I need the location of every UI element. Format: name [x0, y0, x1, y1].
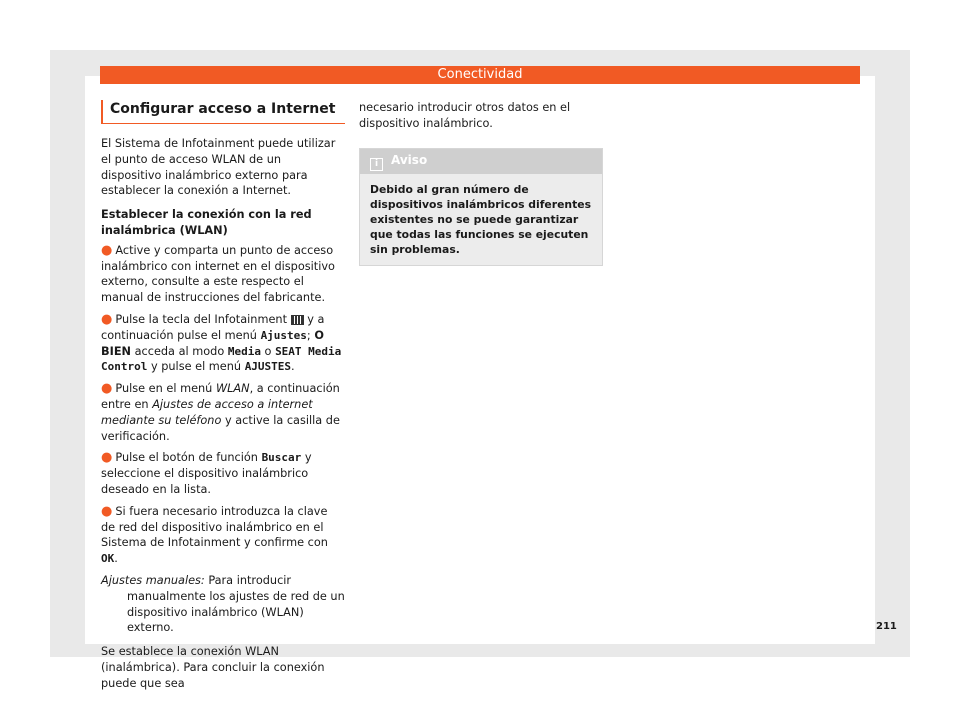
menu-ajustes-caps: AJUSTES [244, 360, 292, 374]
step-1: ● Active y comparta un punto de acceso inalámbrico con internet en el dispositivo externo, consulte a este respecto el manual de instrucciones del fabricante. [101, 242, 335, 305]
right-column [359, 100, 603, 266]
bullet-icon: ● [101, 242, 113, 258]
manual-settings-entry: Ajustes manuales: Para introducir manualmente los ajustes de red de un dispositivo inalámbrico (WLAN) externo. [101, 573, 345, 635]
mode-seat-media-control: SEAT Media Control [101, 344, 342, 374]
bullet-icon: ● [101, 503, 113, 519]
menu-ajustes: Ajustes [260, 328, 307, 342]
bullet-icon: ● [101, 381, 113, 397]
intro-paragraph: El Sistema de Infotainment puede utilizar el punto de acceso WLAN de un dispositivo inalámbrico externo para establecer la conexión a Internet. [101, 137, 336, 198]
info-icon: i [370, 158, 383, 171]
chapter-header: Conectividad [100, 66, 860, 84]
section-title: Configurar acceso a Internet [101, 100, 345, 124]
continuation-paragraph: necesario introducir otros datos en el dispositivo inalámbrico. [359, 101, 571, 130]
closing-paragraph: Se establece la conexión WLAN (inalámbrica). Para concluir la conexión puede que sea [101, 645, 325, 690]
subheading: Establecer la conexión con la red inalámbrica (WLAN) [101, 208, 312, 237]
button-ok: OK [101, 552, 115, 566]
step-3: ● Pulse en el menú WLAN, a continuación entre en Ajustes de acceso a internet mediante su teléfono y active la casilla de verificación. [101, 381, 340, 443]
page-number: 211 [876, 621, 897, 632]
button-buscar: Buscar [261, 451, 302, 465]
bullet-icon: ● [101, 311, 113, 327]
notice-title: Aviso [391, 152, 428, 167]
mode-media: Media [227, 344, 261, 358]
step-5: ● Si fuera necesario introduzca la clave de red del dispositivo inalámbrico en el Sistema de Infotainment y confirme con OK. [101, 503, 328, 566]
notice-box [359, 148, 603, 266]
step-2: ● Pulse la tecla del Infotainment y a continuación pulse el menú Ajustes; O BIEN acceda al modo Media o SEAT Media Control y pulse el menú AJUSTES. [101, 311, 342, 374]
left-column [101, 100, 345, 700]
infotainment-key-icon [291, 315, 304, 325]
step-4: ● Pulse el botón de función Buscar y seleccione el dispositivo inalámbrico deseado en la lista. [101, 450, 312, 496]
notice-body: Debido al gran número de dispositivos inalámbricos diferentes existentes no se puede garantizar que todas las funciones se ejecuten sin problemas. [370, 182, 591, 256]
bullet-icon: ● [101, 450, 113, 466]
notice-header [360, 149, 602, 174]
